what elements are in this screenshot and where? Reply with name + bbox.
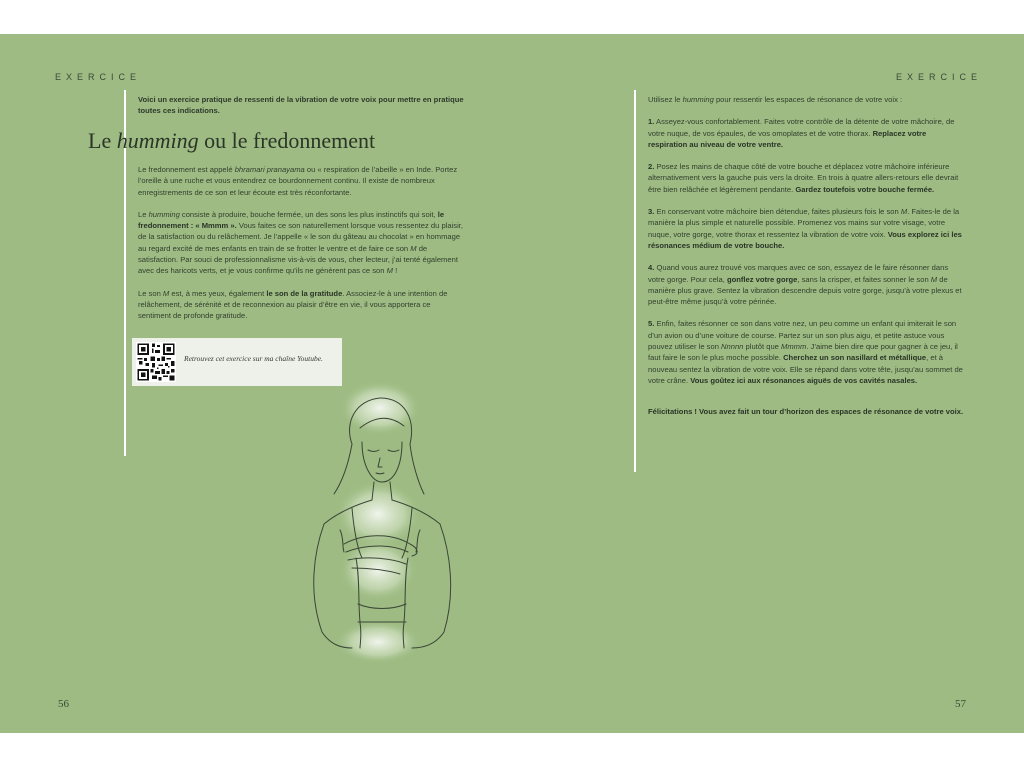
- book-spread: [0, 34, 1024, 733]
- step-2: 2. Posez les mains de chaque côté de votre bouche et déplacez votre mâchoire inférieure alternativement vers la gauche puis vers la droite. En trois à quatre allers-retours elle devrait être bien relâchée et légèrement pendante. Gardez toutefois votre bouche fermée.: [648, 162, 959, 194]
- humming-woman-illustration: [300, 382, 500, 672]
- right-body-text: [648, 94, 966, 429]
- step-1: 1. Asseyez-vous confortablement. Faites votre contrôle de la détente de votre mâchoire, de votre nuque, de vos épaules, de vos omoplates et de votre thorax. Replacez votre respiration au niveau de votre ventre.: [648, 117, 955, 149]
- step-5: 5. Enfin, faites résonner ce son dans votre nez, un peu comme un enfant qui imiterait le son d’un avion ou d’une voiture de course. Partez sur un son plus aigu, et petite astuce vous pouvez utiliser le son Nnnnn plutôt que Mmmm. J’aime bien dire que pour gagner à ce jeu, il faut faire le son le plus moche possible. Cherchez un son nasillard et métallique, et à nouveau sentez la vibration de votre voix. Elle se répand dans votre tête, jusqu’au sommet de votre crâne. Vous goûtez ici aux résonances aiguës de vos cavités nasales.: [648, 319, 963, 385]
- intro-paragraph: Utilisez le humming pour ressentir les espaces de résonance de votre voix :: [648, 95, 903, 104]
- paragraph: Le fredonnement est appelé bhramari pranayama ou « respiration de l’abeille » en Inde. Portez l’oreille à une ruche et vous entendrez ce bourdonnement continu. Il existe de nombreux enregistrements de ce son et leur écoute est très réconfortante.: [138, 165, 458, 197]
- left-body-text: [138, 164, 464, 333]
- qr-code-icon[interactable]: [136, 342, 176, 382]
- section-kicker: EXERCICE: [55, 72, 142, 82]
- qr-callout[interactable]: [132, 338, 342, 386]
- conclusion: Félicitations ! Vous avez fait un tour d’horizon des espaces de résonance de votre voix.: [648, 407, 964, 417]
- section-kicker: EXERCICE: [896, 72, 983, 82]
- step-3: 3. En conservant votre mâchoire bien détendue, faites plusieurs fois le son M. Faites-le de la manière la plus simple et naturelle possible. Promenez vos mains sur votre visage, votre nuque, votre gorge, votre thorax et ressentez la vibration de votre voix. Vous explorez ici les résonances médium de votre bouche.: [648, 207, 962, 250]
- page-title: Le humming ou le fredonnement: [88, 128, 376, 153]
- page-number: 57: [955, 698, 966, 710]
- paragraph: Le humming consiste à produire, bouche fermée, un des sons les plus instinctifs qui soit, le fredonnement : « Mmmm ». Vous faites ce son naturellement lorsque vous ressentez du plaisir, de la satisfaction ou du relâchement. Je l’appelle « le son du gâteau au chocolat » en hommage au regard excité de mes enfants en train de se frotter le ventre et de faire ce son M de satisfaction. Par souci de professionnalisme vis-à-vis de vous, cher lecteur, j’ai tenté également avec des haricots verts, et je vous confirme qu’ils ne génèrent pas ce son M !: [138, 209, 463, 276]
- paragraph: Le son M est, à mes yeux, également le son de la gratitude. Associez-le à une intention de relâchement, de sérénité et de reconnexion au plaisir d’être en vie, il vous apportera ce sentiment de profonde gratitude.: [138, 288, 448, 321]
- qr-caption: Retrouvez cet exercice sur ma chaîne Youtube.: [184, 354, 323, 363]
- page-number: 56: [58, 698, 69, 710]
- lead-paragraph: Voici un exercice pratique de ressenti de la vibration de votre voix pour mettre en pratique toutes ces indications.: [138, 95, 464, 115]
- step-4: 4. Quand vous aurez trouvé vos marques avec ce son, essayez de le faire résonner dans votre gorge. Pour cela, gonflez votre gorge, sans la crisper, et faites sonner le son M de manière plus grave. Sentez la vibration descendre depuis votre gorge, jusqu’à votre plexus et peut-être même jusqu’à votre périnée.: [648, 263, 962, 307]
- accent-bar: [634, 90, 636, 472]
